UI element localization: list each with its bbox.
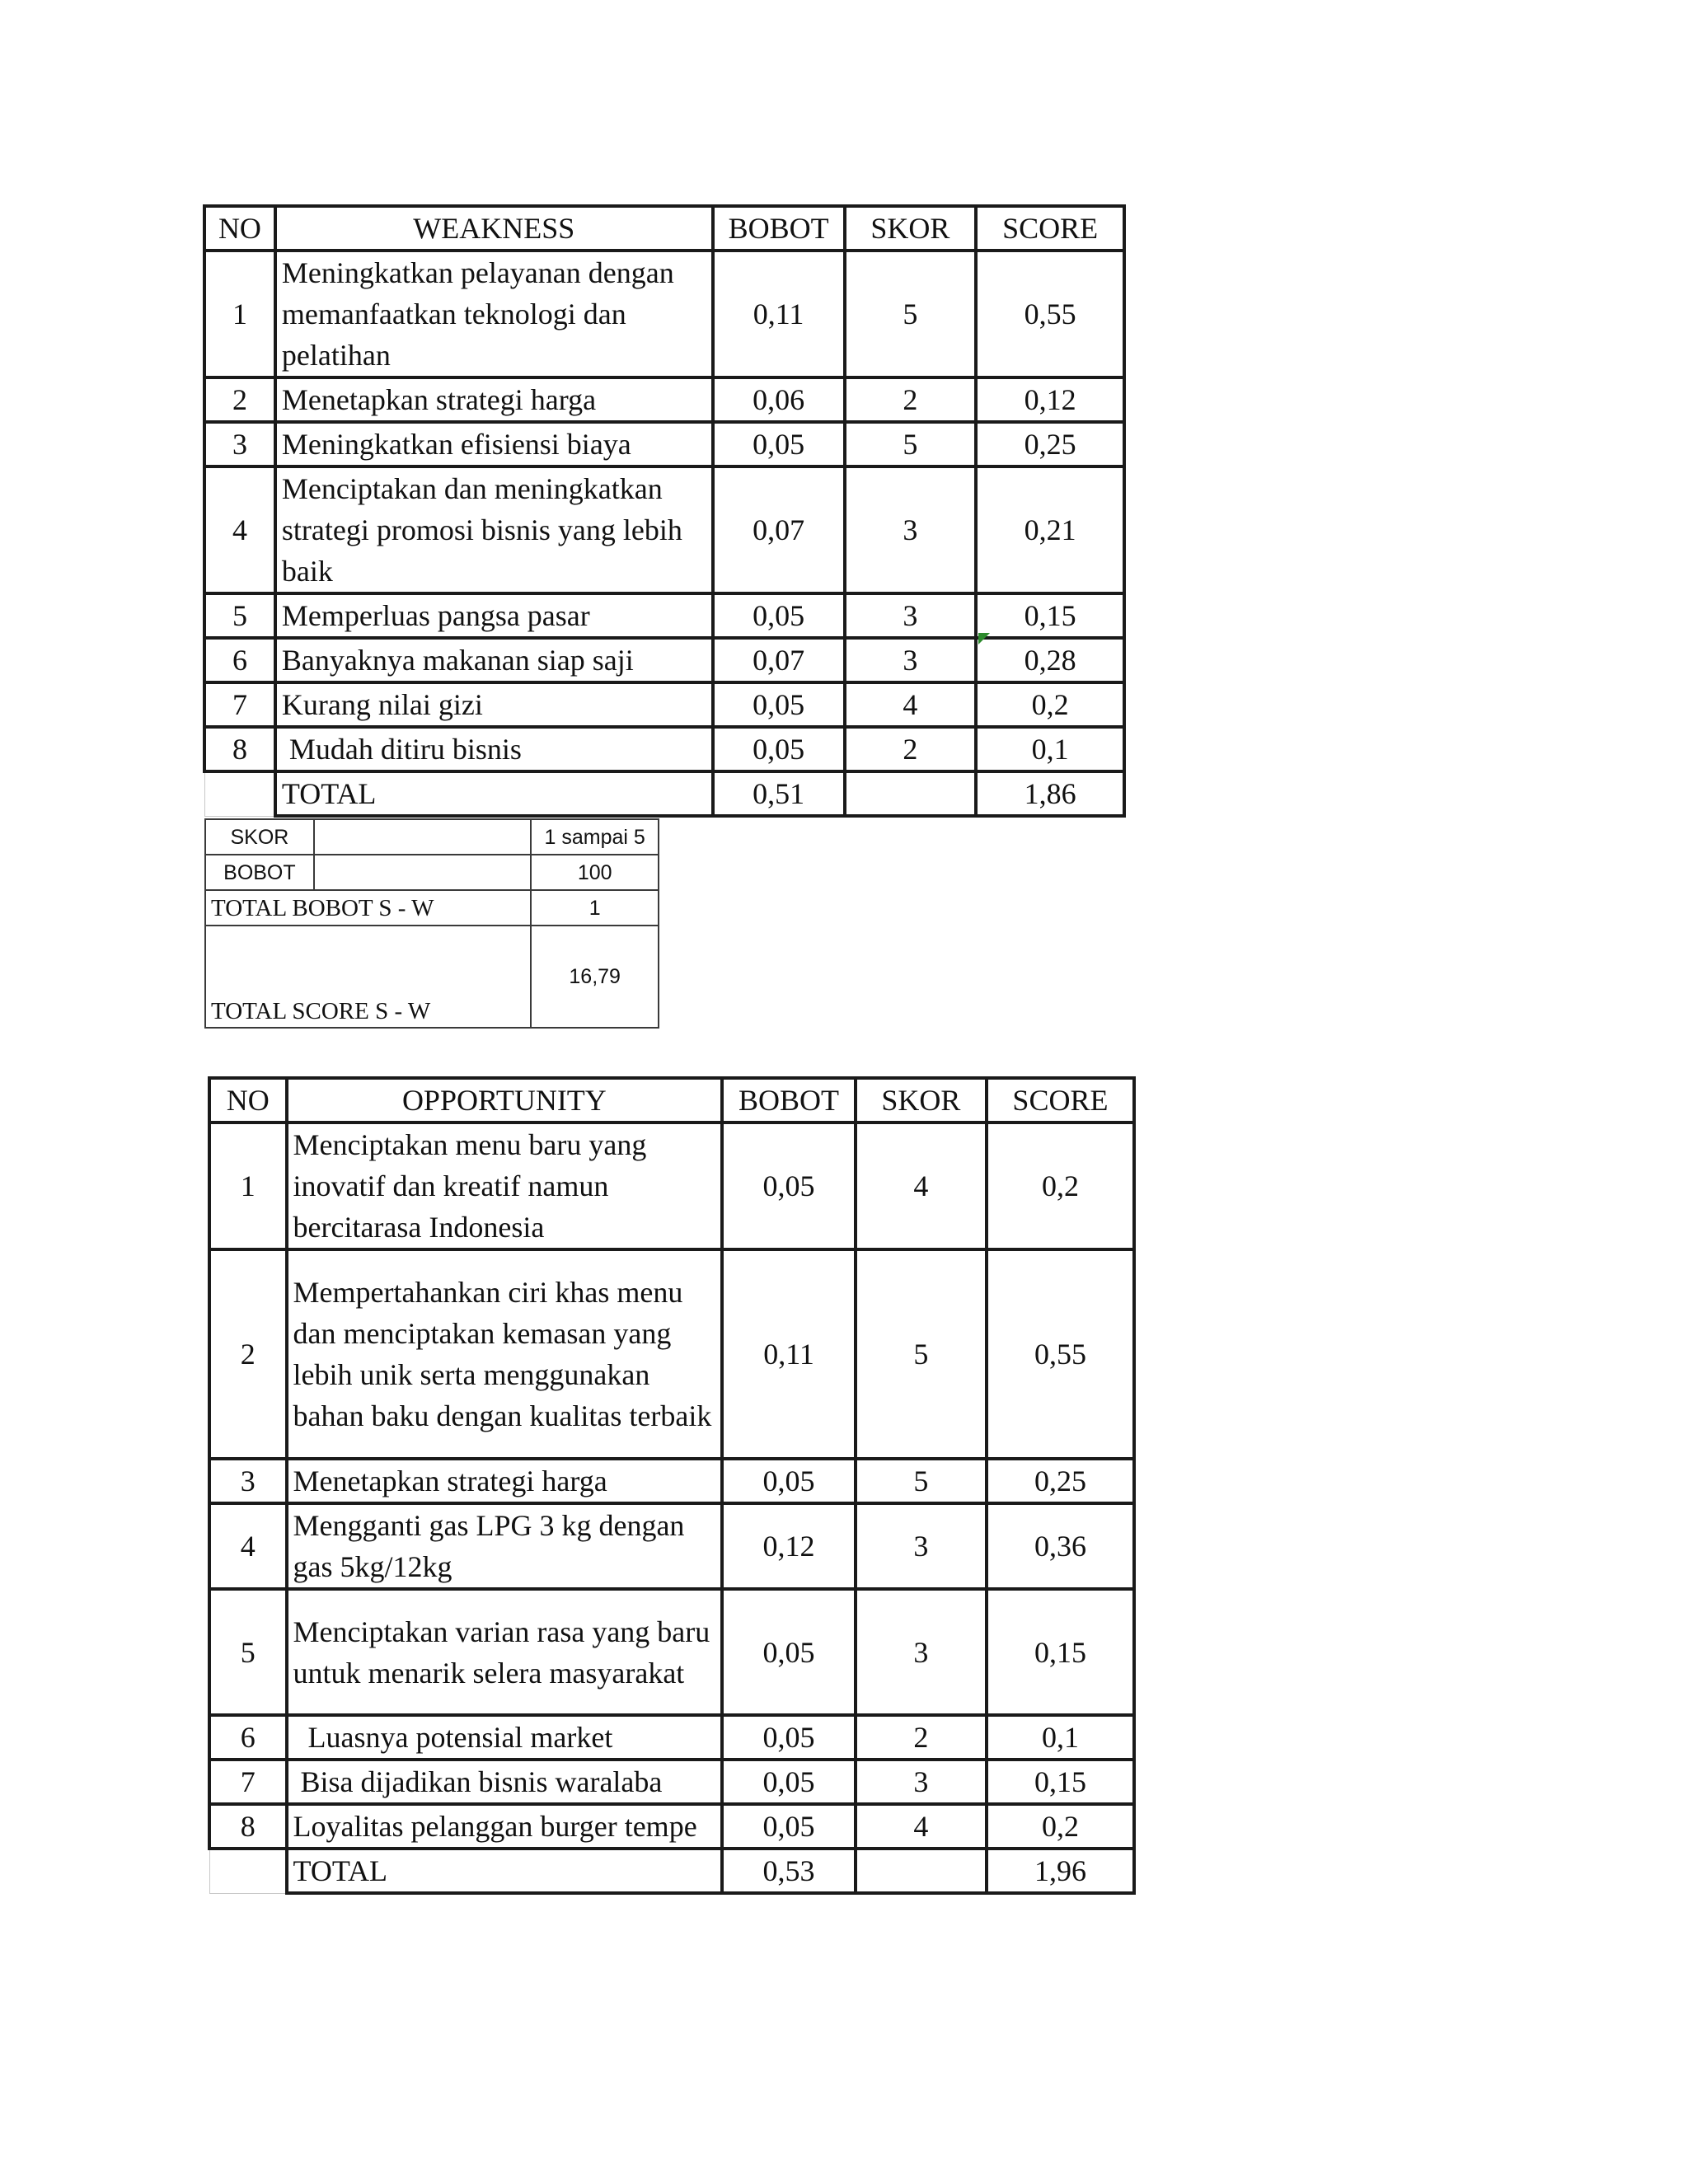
total-label: TOTAL xyxy=(275,771,713,816)
header-no: NO xyxy=(209,1078,287,1122)
table-row xyxy=(204,251,1124,377)
table-row xyxy=(209,1760,1134,1804)
row-skor: 2 xyxy=(845,377,977,422)
total-skor xyxy=(845,771,977,816)
table-row xyxy=(209,1715,1134,1760)
skor-value: 1 sampai 5 xyxy=(531,819,659,855)
row-skor: 5 xyxy=(856,1459,987,1503)
row-skor: 3 xyxy=(845,466,977,593)
row-text: Kurang nilai gizi xyxy=(275,682,713,727)
row-text: Menetapkan strategi harga xyxy=(287,1459,723,1503)
summary-table xyxy=(204,818,659,1029)
row-bobot: 0,05 xyxy=(713,727,845,771)
opportunity-table xyxy=(208,1076,1136,1895)
table-row xyxy=(204,727,1124,771)
row-score: 0,36 xyxy=(987,1503,1134,1589)
total-score: 1,86 xyxy=(976,771,1124,816)
bobot-label: BOBOT xyxy=(205,855,314,890)
opportunity-header-row xyxy=(209,1078,1134,1122)
row-no: 5 xyxy=(209,1589,287,1715)
row-bobot: 0,05 xyxy=(722,1760,856,1804)
comment-indicator-icon xyxy=(978,633,990,644)
row-no: 6 xyxy=(204,638,275,682)
row-score: 0,25 xyxy=(987,1459,1134,1503)
row-skor: 3 xyxy=(856,1589,987,1715)
skor-label: SKOR xyxy=(205,819,314,855)
total-no-cell xyxy=(204,771,275,816)
row-bobot: 0,07 xyxy=(713,638,845,682)
total-score: 1,96 xyxy=(987,1849,1134,1893)
row-skor: 3 xyxy=(856,1760,987,1804)
total-score-label: TOTAL SCORE S - W xyxy=(205,926,531,1028)
header-bobot: BOBOT xyxy=(713,206,845,251)
row-bobot: 0,11 xyxy=(713,251,845,377)
table-row xyxy=(204,638,1124,682)
header-score: SCORE xyxy=(976,206,1124,251)
row-text: Bisa dijadikan bisnis waralaba xyxy=(287,1760,723,1804)
row-no: 8 xyxy=(204,727,275,771)
header-skor: SKOR xyxy=(856,1078,987,1122)
row-no: 8 xyxy=(209,1804,287,1849)
row-no: 5 xyxy=(204,593,275,638)
table-row xyxy=(209,1503,1134,1589)
row-text: Menciptakan menu baru yang inovatif dan kreatif namun bercitarasa Indonesia xyxy=(287,1122,723,1249)
row-skor: 2 xyxy=(856,1715,987,1760)
row-no: 4 xyxy=(204,466,275,593)
row-skor: 4 xyxy=(845,682,977,727)
row-no: 2 xyxy=(209,1249,287,1459)
row-score: 0,21 xyxy=(976,466,1124,593)
summary-row-skor xyxy=(205,819,659,855)
table-row xyxy=(204,422,1124,466)
row-skor: 3 xyxy=(856,1503,987,1589)
row-no: 7 xyxy=(209,1760,287,1804)
row-no: 7 xyxy=(204,682,275,727)
total-bobot: 0,53 xyxy=(722,1849,856,1893)
table-row xyxy=(204,377,1124,422)
table-row xyxy=(209,1589,1134,1715)
total-skor xyxy=(856,1849,987,1893)
table-row xyxy=(204,682,1124,727)
row-no: 4 xyxy=(209,1503,287,1589)
row-bobot: 0,05 xyxy=(713,593,845,638)
row-text: Meningkatkan efisiensi biaya xyxy=(275,422,713,466)
row-text: Banyaknya makanan siap saji xyxy=(275,638,713,682)
row-no: 1 xyxy=(209,1122,287,1249)
row-skor: 4 xyxy=(856,1804,987,1849)
row-no: 1 xyxy=(204,251,275,377)
bobot-value: 100 xyxy=(531,855,659,890)
total-score-value: 16,79 xyxy=(531,926,659,1028)
table-row xyxy=(209,1249,1134,1459)
total-row xyxy=(204,771,1124,816)
empty-cell xyxy=(314,855,532,890)
row-bobot: 0,07 xyxy=(713,466,845,593)
table-row xyxy=(209,1122,1134,1249)
row-skor: 2 xyxy=(845,727,977,771)
weakness-header-row xyxy=(204,206,1124,251)
table-row xyxy=(209,1804,1134,1849)
row-skor: 5 xyxy=(845,251,977,377)
row-skor: 5 xyxy=(845,422,977,466)
row-bobot: 0,12 xyxy=(722,1503,856,1589)
row-bobot: 0,05 xyxy=(722,1122,856,1249)
table-row xyxy=(204,466,1124,593)
row-bobot: 0,05 xyxy=(713,682,845,727)
total-label: TOTAL xyxy=(287,1849,723,1893)
total-bobot-label: TOTAL BOBOT S - W xyxy=(205,890,531,926)
row-skor: 3 xyxy=(845,638,977,682)
empty-cell xyxy=(314,819,532,855)
weakness-table xyxy=(203,204,1126,818)
row-no: 6 xyxy=(209,1715,287,1760)
row-text: Loyalitas pelanggan burger tempe xyxy=(287,1804,723,1849)
row-score: 0,15 xyxy=(987,1760,1134,1804)
row-score: 0,25 xyxy=(976,422,1124,466)
table-row xyxy=(204,593,1124,638)
table-row xyxy=(209,1459,1134,1503)
row-no: 3 xyxy=(204,422,275,466)
row-bobot: 0,11 xyxy=(722,1249,856,1459)
row-bobot: 0,05 xyxy=(713,422,845,466)
row-score: 0,55 xyxy=(976,251,1124,377)
row-score: 0,28 xyxy=(976,638,1124,682)
row-score: 0,15 xyxy=(987,1589,1134,1715)
row-skor: 4 xyxy=(856,1122,987,1249)
row-score: 0,2 xyxy=(987,1804,1134,1849)
total-bobot-value: 1 xyxy=(531,890,659,926)
row-text: Memperluas pangsa pasar xyxy=(275,593,713,638)
summary-row-bobot xyxy=(205,855,659,890)
row-skor: 5 xyxy=(856,1249,987,1459)
summary-row-total-score xyxy=(205,926,659,1028)
row-text: Menciptakan dan meningkatkan strategi promosi bisnis yang lebih baik xyxy=(275,466,713,593)
row-text: Mempertahankan ciri khas menu dan menciptakan kemasan yang lebih unik serta menggunakan bahan baku dengan kualitas terbaik xyxy=(287,1249,723,1459)
row-text: Mengganti gas LPG 3 kg dengan gas 5kg/12kg xyxy=(287,1503,723,1589)
row-score: 0,2 xyxy=(976,682,1124,727)
row-bobot: 0,06 xyxy=(713,377,845,422)
header-score: SCORE xyxy=(987,1078,1134,1122)
row-text: Menetapkan strategi harga xyxy=(275,377,713,422)
row-bobot: 0,05 xyxy=(722,1804,856,1849)
header-skor: SKOR xyxy=(845,206,977,251)
row-no: 3 xyxy=(209,1459,287,1503)
header-opportunity: OPPORTUNITY xyxy=(287,1078,723,1122)
row-score: 0,12 xyxy=(976,377,1124,422)
total-row xyxy=(209,1849,1134,1893)
total-no-cell xyxy=(209,1849,287,1893)
header-no: NO xyxy=(204,206,275,251)
header-weakness: WEAKNESS xyxy=(275,206,713,251)
row-skor: 3 xyxy=(845,593,977,638)
row-text: Menciptakan varian rasa yang baru untuk menarik selera masyarakat xyxy=(287,1589,723,1715)
summary-row-total-bobot xyxy=(205,890,659,926)
row-score: 0,55 xyxy=(987,1249,1134,1459)
row-text: Mudah ditiru bisnis xyxy=(275,727,713,771)
header-bobot: BOBOT xyxy=(722,1078,856,1122)
row-text: Luasnya potensial market xyxy=(287,1715,723,1760)
row-bobot: 0,05 xyxy=(722,1589,856,1715)
row-score: 0,2 xyxy=(987,1122,1134,1249)
row-no: 2 xyxy=(204,377,275,422)
row-score: 0,15 xyxy=(976,593,1124,638)
row-score: 0,1 xyxy=(987,1715,1134,1760)
row-score: 0,1 xyxy=(976,727,1124,771)
total-bobot: 0,51 xyxy=(713,771,845,816)
row-text: Meningkatkan pelayanan dengan memanfaatkan teknologi dan pelatihan xyxy=(275,251,713,377)
row-bobot: 0,05 xyxy=(722,1715,856,1760)
row-bobot: 0,05 xyxy=(722,1459,856,1503)
